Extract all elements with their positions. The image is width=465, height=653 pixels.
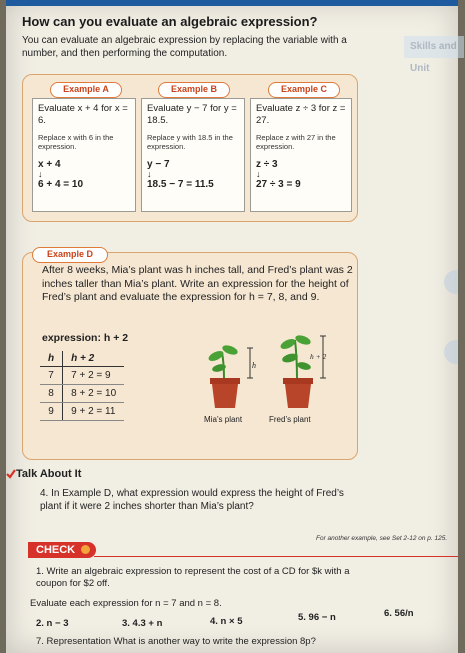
tab-example-c: Example C [268, 82, 340, 98]
item-3: 3. 4.3 + n [122, 618, 163, 629]
example-c-step: Replace z with 27 in the expression. [256, 133, 336, 151]
example-b-prompt: Evaluate y − 7 for y = 18.5. [147, 103, 237, 126]
tab-example-a: Example A [50, 82, 122, 98]
example-b-box [141, 98, 245, 212]
fred-plant-icon [279, 334, 313, 408]
top-rule [6, 0, 458, 6]
table-cell: 7 + 2 = 9 [63, 367, 125, 385]
question-4: 4. In Example D, what expression would express the height of Fred’s plant if it were 2 inches shorter than Mia’s plant? [40, 488, 344, 512]
fred-height-label: h + 2 [310, 352, 327, 361]
table-row [40, 385, 124, 403]
mia-plant-icon [207, 344, 240, 408]
example-b-result: 18.5 − 7 = 11.5 [147, 179, 214, 190]
item-4: 4. n × 5 [210, 616, 243, 627]
fred-plant-label: Fred’s plant [269, 415, 311, 424]
mia-plant-label: Mia’s plant [204, 415, 243, 424]
check-label [28, 542, 96, 558]
table-row [40, 367, 124, 385]
table-cell: 9 [40, 403, 63, 421]
item-6: 6. 56/n [384, 608, 414, 619]
intro-text: You can evaluate an algebraic expression by replacing the variable with a number, and then performing the computation. [22, 35, 347, 59]
example-a-prompt: Evaluate x + 4 for x = 6. [38, 103, 128, 126]
check-label-text: CHECK [36, 544, 76, 556]
question-1: 1. Write an algebraic expression to represent the cost of a CD for $k with a coupon for $2 off. [36, 566, 350, 589]
example-c-expression: z ÷ 3 [256, 159, 278, 170]
table-cell: 8 + 2 = 10 [63, 385, 125, 403]
example-d-text: After 8 weeks, Mia’s plant was h inches tall, and Fred’s plant was 2 inches taller than Mia’s plant. Write an expression for the height of Fred’s plant and evaluate the expression for h = 7, 8, and 9. [42, 264, 353, 303]
example-a-box [32, 98, 136, 212]
check-bar [28, 542, 458, 558]
example-a-step: Replace x with 6 in the expression. [38, 133, 114, 151]
tab-example-b: Example B [158, 82, 230, 98]
talk-about-it-title: Talk About It [16, 468, 82, 480]
table-row [40, 403, 124, 421]
h-table [40, 351, 124, 421]
check-badge-icon [81, 545, 90, 554]
question-7: 7. Representation What is another way to write the expression 8p? [36, 636, 316, 647]
example-b-step: Replace y with 18.5 in the expression. [147, 133, 233, 151]
arrow-down-icon: ↓ [256, 169, 261, 179]
table-cell: 7 [40, 367, 63, 385]
side-marker [444, 270, 458, 294]
item-2: 2. n − 3 [36, 618, 69, 629]
table-cell: 8 [40, 385, 63, 403]
expression-label: expression: h + 2 [42, 332, 129, 344]
check-rule [94, 556, 458, 557]
example-c-prompt: Evaluate z ÷ 3 for z = 27. [256, 103, 346, 126]
example-c-box [250, 98, 352, 212]
textbook-page [6, 0, 458, 653]
example-a-expression: x + 4 [38, 159, 61, 170]
table-header: h + 2 [63, 351, 125, 367]
plants-illustration [202, 328, 342, 414]
item-5: 5. 96 − n [298, 612, 336, 623]
example-c-result: 27 ÷ 3 = 9 [256, 179, 301, 190]
arrow-down-icon: ↓ [147, 169, 152, 179]
example-b-expression: y − 7 [147, 159, 170, 170]
checkmark-icon [6, 469, 16, 479]
example-a-result: 6 + 4 = 10 [38, 179, 84, 190]
table-cell: 9 + 2 = 11 [63, 403, 125, 421]
tab-example-d: Example D [32, 247, 108, 263]
table-header: h [40, 351, 63, 367]
page-heading: How can you evaluate an algebraic expression? [22, 14, 318, 29]
mia-height-label: h [252, 361, 256, 370]
another-example-note: For another example, see Set 2-12 on p. 125. [316, 535, 448, 542]
side-marker [444, 340, 458, 364]
arrow-down-icon: ↓ [38, 169, 43, 179]
evaluate-instruction: Evaluate each expression for n = 7 and n = 8. [30, 598, 222, 609]
side-tab: Skills and Unit [404, 36, 464, 58]
